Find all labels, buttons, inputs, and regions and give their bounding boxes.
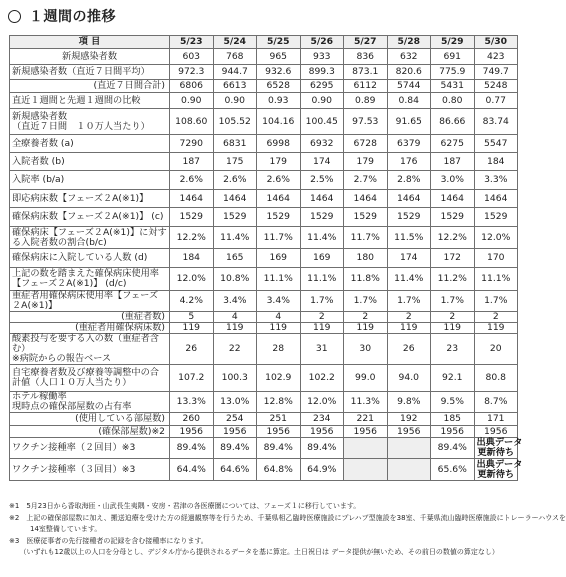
table-row: [10, 80, 518, 93]
footnote-line: （いずれも12歳以上の人口を分母とし、デジタル庁から提供されるデータを基に算定。土日祝日は データ提供が無いため、その前日の数値の算定なし）: [9, 548, 499, 556]
cell-value: 1529: [257, 208, 301, 227]
cell-value: 972.3: [170, 65, 214, 80]
cell-value: 187: [170, 153, 214, 171]
cell-value: 119: [387, 323, 431, 334]
cell-value: 26: [387, 334, 431, 365]
cell-value: 251: [257, 413, 301, 426]
cell-value: 2: [431, 312, 475, 323]
cell-value: 5248: [474, 80, 518, 93]
table-row: [10, 227, 518, 249]
cell-value: 1956: [213, 426, 257, 438]
data-pending-note: 出典データ 更新待ち: [474, 438, 518, 459]
cell-value: 1956: [474, 426, 518, 438]
cell-value: 0.90: [170, 93, 214, 109]
cell-value: 6728: [344, 135, 388, 153]
header-date: 5/24: [213, 36, 257, 49]
row-label: (使用している部屋数): [10, 413, 170, 426]
row-label: 確保病床数【フェーズ２A(※1)】 (c): [10, 208, 170, 227]
cell-value: 1464: [213, 190, 257, 208]
cell-value: 4: [213, 312, 257, 323]
cell-value: 99.0: [344, 365, 388, 392]
cell-value: [387, 459, 431, 481]
row-label: 入院者数 (b): [10, 153, 170, 171]
table-row: [10, 208, 518, 227]
cell-value: 2: [387, 312, 431, 323]
cell-value: 64.6%: [213, 459, 257, 481]
cell-value: 1956: [387, 426, 431, 438]
row-label: 酸素投与を要する入の数（重症者含む） ※病院からの報告ベース: [10, 334, 170, 365]
cell-value: 13.0%: [213, 392, 257, 413]
row-label: 入院率 (b/a): [10, 171, 170, 190]
cell-value: 2.6%: [257, 171, 301, 190]
cell-value: 820.6: [387, 65, 431, 80]
row-label: (確保部屋数)※2: [10, 426, 170, 438]
cell-value: 6379: [387, 135, 431, 153]
cell-value: 4.2%: [170, 291, 214, 312]
cell-value: 12.0%: [300, 392, 344, 413]
cell-value: 8.7%: [474, 392, 518, 413]
cell-value: 1529: [213, 208, 257, 227]
cell-value: 91.65: [387, 109, 431, 135]
table-header-row: [10, 36, 518, 49]
cell-value: 11.2%: [431, 268, 475, 291]
footnotes: [9, 501, 566, 559]
cell-value: 102.9: [257, 365, 301, 392]
cell-value: 775.9: [431, 65, 475, 80]
cell-value: 1.7%: [344, 291, 388, 312]
table-row: [10, 334, 518, 365]
cell-value: 6613: [213, 80, 257, 93]
header-date: 5/29: [431, 36, 475, 49]
cell-value: 1529: [474, 208, 518, 227]
cell-value: 12.8%: [257, 392, 301, 413]
cell-value: 1464: [474, 190, 518, 208]
cell-value: 2.7%: [344, 171, 388, 190]
table-row: [10, 65, 518, 80]
row-label: 新規感染者数 （直近７日間 １０万人当たり）: [10, 109, 170, 135]
table-row: [10, 291, 518, 312]
row-label: 重症者用確保病床使用率【フェーズ２A(※1)】: [10, 291, 170, 312]
cell-value: 102.2: [300, 365, 344, 392]
cell-value: 89.4%: [213, 438, 257, 459]
row-label: (重症者数): [10, 312, 170, 323]
cell-value: 11.7%: [344, 227, 388, 249]
cell-value: 6998: [257, 135, 301, 153]
cell-value: 0.77: [474, 93, 518, 109]
cell-value: 1956: [300, 426, 344, 438]
row-label: ホテル稼働率 現時点の確保部屋数の占有率: [10, 392, 170, 413]
cell-value: 2: [344, 312, 388, 323]
cell-value: 691: [431, 49, 475, 65]
cell-value: [387, 438, 431, 459]
cell-value: 234: [300, 413, 344, 426]
row-label: 上記の数を踏まえた確保病床使用率【フェーズ２A(※1)】 (d/c): [10, 268, 170, 291]
cell-value: 933: [300, 49, 344, 65]
cell-value: 97.53: [344, 109, 388, 135]
cell-value: 169: [257, 249, 301, 268]
cell-value: 2: [474, 312, 518, 323]
cell-value: [344, 438, 388, 459]
cell-value: 64.4%: [170, 459, 214, 481]
cell-value: 0.93: [257, 93, 301, 109]
cell-value: 89.4%: [257, 438, 301, 459]
header-date: 5/26: [300, 36, 344, 49]
cell-value: 10.8%: [213, 268, 257, 291]
cell-value: 12.2%: [170, 227, 214, 249]
cell-value: 107.2: [170, 365, 214, 392]
cell-value: 6295: [300, 80, 344, 93]
header-item: 項 目: [10, 36, 170, 49]
cell-value: 11.3%: [344, 392, 388, 413]
footnote-line: ※2 上記の確保部屋数に加え、搬送迫療を受けた方の経過観察等を行うため、千葉県相乙臨時医療施設にプレハブ型施設を38室、千葉県流山臨時医療施設にトレーラーハウスを: [9, 513, 566, 522]
cell-value: 944.7: [213, 65, 257, 80]
cell-value: 1464: [387, 190, 431, 208]
cell-value: 3.4%: [257, 291, 301, 312]
cell-value: 965: [257, 49, 301, 65]
cell-value: 3.3%: [474, 171, 518, 190]
cell-value: [344, 459, 388, 481]
table-row: [10, 312, 518, 323]
cell-value: 119: [257, 323, 301, 334]
cell-value: 11.1%: [257, 268, 301, 291]
cell-value: 20: [474, 334, 518, 365]
cell-value: 176: [387, 153, 431, 171]
cell-value: 749.7: [474, 65, 518, 80]
cell-value: 6112: [344, 80, 388, 93]
row-label: 自宅療養者数及び療養等調整中の合計値（人口１０万人当たり）: [10, 365, 170, 392]
cell-value: 12.0%: [474, 227, 518, 249]
cell-value: 12.0%: [170, 268, 214, 291]
cell-value: 2.5%: [300, 171, 344, 190]
table-row: [10, 153, 518, 171]
cell-value: 11.7%: [257, 227, 301, 249]
row-label: ワクチン接種率（２回目）※3: [10, 438, 170, 459]
cell-value: 22: [213, 334, 257, 365]
table-row: [10, 49, 518, 65]
cell-value: 260: [170, 413, 214, 426]
cell-value: 108.60: [170, 109, 214, 135]
cell-value: 172: [431, 249, 475, 268]
cell-value: 0.89: [344, 93, 388, 109]
cell-value: 6528: [257, 80, 301, 93]
data-pending-note: 出典データ 更新待ち: [474, 459, 518, 481]
cell-value: 119: [170, 323, 214, 334]
cell-value: 31: [300, 334, 344, 365]
table-row: [10, 249, 518, 268]
table-row: [10, 426, 518, 438]
cell-value: 30: [344, 334, 388, 365]
cell-value: 11.1%: [300, 268, 344, 291]
table-row: [10, 392, 518, 413]
table-row: [10, 109, 518, 135]
cell-value: 2.6%: [213, 171, 257, 190]
cell-value: 11.4%: [300, 227, 344, 249]
table-row: [10, 323, 518, 334]
row-label: 確保病床に入院している人数 (d): [10, 249, 170, 268]
cell-value: 1956: [170, 426, 214, 438]
table-row: [10, 268, 518, 291]
row-label: 新規感染者数: [10, 49, 170, 65]
table-row: [10, 459, 518, 481]
cell-value: 1464: [344, 190, 388, 208]
cell-value: 5547: [474, 135, 518, 153]
table-row: [10, 190, 518, 208]
cell-value: 187: [431, 153, 475, 171]
cell-value: 11.4%: [213, 227, 257, 249]
cell-value: 254: [213, 413, 257, 426]
header-date: 5/23: [170, 36, 214, 49]
cell-value: 119: [431, 323, 475, 334]
cell-value: 83.74: [474, 109, 518, 135]
page-title: １週間の推移: [8, 4, 116, 28]
cell-value: 119: [344, 323, 388, 334]
cell-value: 6831: [213, 135, 257, 153]
cell-value: 171: [474, 413, 518, 426]
footnote-line: ※3 医療従事者の先行接種者の記録を含む接種率になります。: [9, 536, 208, 545]
cell-value: 80.8: [474, 365, 518, 392]
cell-value: 184: [170, 249, 214, 268]
cell-value: 174: [300, 153, 344, 171]
cell-value: 179: [344, 153, 388, 171]
cell-value: 1.7%: [431, 291, 475, 312]
header-date: 5/27: [344, 36, 388, 49]
table-row: [10, 438, 518, 459]
cell-value: 836: [344, 49, 388, 65]
cell-value: 23: [431, 334, 475, 365]
cell-value: 179: [257, 153, 301, 171]
header-date: 5/30: [474, 36, 518, 49]
cell-value: 119: [300, 323, 344, 334]
cell-value: 89.4%: [300, 438, 344, 459]
cell-value: 100.45: [300, 109, 344, 135]
cell-value: 1464: [300, 190, 344, 208]
table-row: [10, 93, 518, 109]
cell-value: 64.9%: [300, 459, 344, 481]
cell-value: 9.5%: [431, 392, 475, 413]
row-label: (重症者用確保病床数): [10, 323, 170, 334]
cell-value: 184: [474, 153, 518, 171]
cell-value: 3.0%: [431, 171, 475, 190]
cell-value: 9.8%: [387, 392, 431, 413]
cell-value: 100.3: [213, 365, 257, 392]
row-label: 即応病床数【フェーズ２A(※1)】: [10, 190, 170, 208]
cell-value: 0.90: [213, 93, 257, 109]
cell-value: 13.3%: [170, 392, 214, 413]
cell-value: 2.8%: [387, 171, 431, 190]
cell-value: 94.0: [387, 365, 431, 392]
cell-value: 174: [387, 249, 431, 268]
cell-value: 1.7%: [387, 291, 431, 312]
row-label: 全療養者数 (a): [10, 135, 170, 153]
cell-value: 768: [213, 49, 257, 65]
cell-value: 169: [300, 249, 344, 268]
cell-value: 180: [344, 249, 388, 268]
cell-value: 7290: [170, 135, 214, 153]
table-row: [10, 413, 518, 426]
cell-value: 932.6: [257, 65, 301, 80]
cell-value: 28: [257, 334, 301, 365]
cell-value: 5: [170, 312, 214, 323]
cell-value: 1.7%: [300, 291, 344, 312]
cell-value: 92.1: [431, 365, 475, 392]
cell-value: 423: [474, 49, 518, 65]
cell-value: 1.7%: [474, 291, 518, 312]
cell-value: 119: [213, 323, 257, 334]
row-label: (直近７日間合計): [10, 80, 170, 93]
cell-value: 89.4%: [431, 438, 475, 459]
cell-value: 1464: [257, 190, 301, 208]
weekly-trend-table: [9, 35, 523, 481]
cell-value: 170: [474, 249, 518, 268]
cell-value: 899.3: [300, 65, 344, 80]
cell-value: 1529: [387, 208, 431, 227]
row-label: ワクチン接種率（３回目）※3: [10, 459, 170, 481]
cell-value: 86.66: [431, 109, 475, 135]
cell-value: 0.80: [431, 93, 475, 109]
cell-value: 1956: [344, 426, 388, 438]
table-row: [10, 171, 518, 190]
cell-value: 119: [474, 323, 518, 334]
cell-value: 0.84: [387, 93, 431, 109]
header-date: 5/28: [387, 36, 431, 49]
row-label: 直近１週間と先週１週間の比較: [10, 93, 170, 109]
cell-value: 0.90: [300, 93, 344, 109]
cell-value: 89.4%: [170, 438, 214, 459]
table-row: [10, 135, 518, 153]
cell-value: 221: [344, 413, 388, 426]
cell-value: 192: [387, 413, 431, 426]
cell-value: 1529: [344, 208, 388, 227]
cell-value: 11.5%: [387, 227, 431, 249]
cell-value: 1956: [257, 426, 301, 438]
cell-value: 6275: [431, 135, 475, 153]
cell-value: 12.2%: [431, 227, 475, 249]
cell-value: 165: [213, 249, 257, 268]
cell-value: 64.8%: [257, 459, 301, 481]
cell-value: 185: [431, 413, 475, 426]
cell-value: 5431: [431, 80, 475, 93]
cell-value: 1529: [170, 208, 214, 227]
cell-value: 3.4%: [213, 291, 257, 312]
header-date: 5/25: [257, 36, 301, 49]
circle-bullet-icon: [8, 10, 21, 23]
cell-value: 4: [257, 312, 301, 323]
cell-value: 603: [170, 49, 214, 65]
cell-value: 2: [300, 312, 344, 323]
cell-value: 11.8%: [344, 268, 388, 291]
cell-value: 105.52: [213, 109, 257, 135]
cell-value: 1464: [170, 190, 214, 208]
cell-value: 65.6%: [431, 459, 475, 481]
cell-value: 175: [213, 153, 257, 171]
cell-value: 11.1%: [474, 268, 518, 291]
cell-value: 11.4%: [387, 268, 431, 291]
footnote-line: ※1 5月23日から香取海匝・山武長生夷隅・安房・君津の各医療圏については、フェーズ１に移行しています。: [9, 502, 361, 510]
cell-value: 1956: [431, 426, 475, 438]
cell-value: 104.16: [257, 109, 301, 135]
cell-value: 1529: [300, 208, 344, 227]
cell-value: 632: [387, 49, 431, 65]
cell-value: 26: [170, 334, 214, 365]
row-label: 新規感染者数（直近７日間平均）: [10, 65, 170, 80]
cell-value: 2.6%: [170, 171, 214, 190]
cell-value: 5744: [387, 80, 431, 93]
cell-value: 1464: [431, 190, 475, 208]
cell-value: 6806: [170, 80, 214, 93]
cell-value: 873.1: [344, 65, 388, 80]
table-row: [10, 365, 518, 392]
cell-value: 6932: [300, 135, 344, 153]
footnote-line: 14室整備しています。: [9, 525, 102, 533]
row-label: 確保病床【フェーズ２A(※1)】に対する入院者数の割合(b/c): [10, 227, 170, 249]
cell-value: 1529: [431, 208, 475, 227]
